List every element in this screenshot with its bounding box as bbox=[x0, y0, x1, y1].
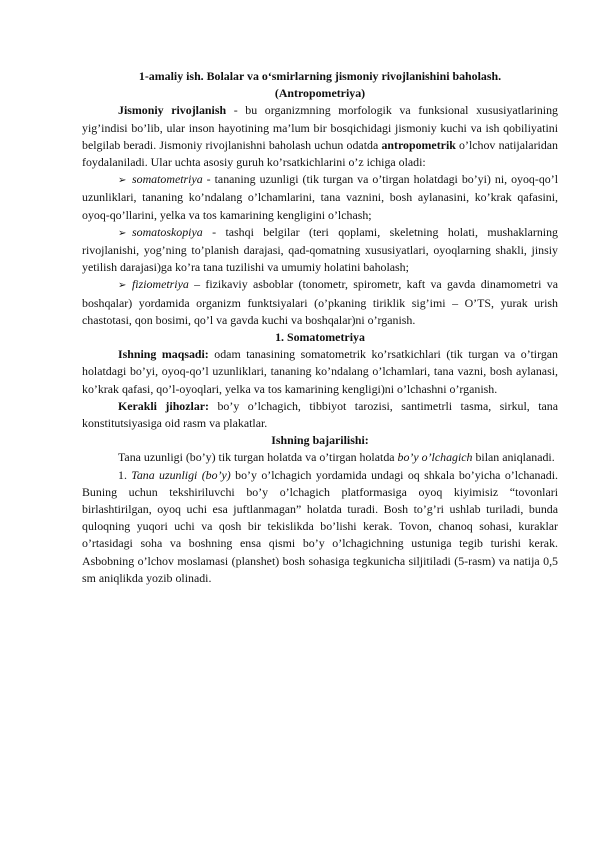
intro-text-2: o’lchov natijalaridan foydalaniladi. Ular uchta asosiy guruh ko’rsatkichlarini o’z ichiga oladi: bbox=[82, 137, 558, 170]
procedure-intro-text-2: bilan aniqlanadi. bbox=[472, 450, 555, 465]
bullet-text: – fizikaviy asboblar (tonometr, spirometr, kaft va gavda dinamometri va boshqalar) yordamida organizm funktsiyalari (o’pkaning tiriklik sig’imi – O’TS, yurak urish chastotasi, qon bosimi, qo’l va gavda kuchi va boshqalar)ni o’rganish. bbox=[82, 277, 558, 327]
bullet-item bbox=[82, 171, 558, 224]
arrow-bullet-icon: ➢ bbox=[118, 280, 127, 292]
intro-text-1: - bu organizmning morfologik va funksional xususiyatlarining yig’indisi bo’lib, ular inson hayotining ma’lum bir bosqichidagi jismoniy kuchi va ish qobiliyatini belgilab beradi. Jismoniy rivojlanishni baholash uchun odatda bbox=[82, 103, 558, 152]
step-text: bo’y o’lchagich yordamida undagi oq shkala bo’yicha o’lchanadi. Buning uchun tekshiriluvchi bo’y o’lchagich platformasiga oyoq kiyimisiz “tovonlari birlashtirilgan, oyoq uchi esa juftlanmagan” holatda turadi. Bosh to’g’ri ushlab turiladi, bunda quloqning yuqori uchi va qosh bir tekislikda bo’lishi kerak. Tovon, chanoq sohasi, kuraklar o’rtasidagi soha va boshning ensa qismi bo’y o’lchagichning ustuniga tegib turishi kerak. Asbobning o’lchov moslamasi (planshet) bosh sohasiga tegkunicha siljitiladi (5-rasm) va natija 0,5 sm aniqlikda yozib olinadi. bbox=[82, 467, 558, 585]
equipment-label: Kerakli jihozlar: bbox=[118, 398, 210, 413]
goal-text: odam tanasining somatometrik ko’rsatkichlari (tik turgan va o’tirgan holatdagi bo’yi, oyoq-qo’l uzunliklari, tananing ko’ndalang o’lchamlari, tana vazni, bosh aylanasi, ko’krak qafasi, qo’l-oyoqlari, yelka va tos kamarining kengligi)ni o’lchashni o’rganish. bbox=[82, 347, 559, 396]
intro-term: Jismoniy rivojlanish bbox=[118, 103, 227, 118]
document-page bbox=[82, 68, 558, 587]
bullet-term: somatoskopiya bbox=[132, 224, 203, 239]
procedure-intro bbox=[82, 449, 558, 466]
arrow-bullet-icon: ➢ bbox=[118, 175, 127, 187]
title-line-1: 1-amaliy ish. Bolalar va o‘smirlarning jismoniy rivojlanishini baholash. bbox=[138, 69, 502, 83]
goal-label: Ishning maqsadi: bbox=[118, 347, 209, 362]
bullet-text: - tashqi belgilar (teri qoplami, skeletning holati, mushaklarning rivojlanishi, yog’ning to’planish darajasi, qad-qomatning xususiyatlari, oyoqlarning shakli, jinsiy yetilish darajasi)ga ko’ra tana tuzilishi va umumiy holatini baholash; bbox=[82, 224, 558, 275]
bullet-term: fiziometriya bbox=[132, 277, 189, 292]
bullet-item bbox=[82, 276, 558, 329]
procedure-intro-italic: bo’y o’lchagich bbox=[397, 450, 473, 465]
intro-term-2: antropometrik bbox=[381, 137, 456, 152]
arrow-bullet-icon: ➢ bbox=[118, 227, 127, 239]
equipment-paragraph bbox=[82, 398, 558, 432]
equipment-text: bo’y o’lchagich, tibbiyot tarozisi, santimetrli tasma, sirkul, tana konstitutsiyasiga oid rasm va plakatlar. bbox=[82, 398, 558, 431]
procedure-intro-text: Tana uzunligi (bo’y) tik turgan holatda va o’tirgan holatda bbox=[118, 450, 398, 465]
section-heading: 1. Somatometriya bbox=[275, 330, 365, 345]
document-title bbox=[82, 68, 558, 102]
intro-paragraph bbox=[82, 102, 558, 171]
title-line-2: (Antropometriya) bbox=[274, 86, 366, 101]
procedure-heading: Ishning bajarilishi: bbox=[271, 433, 369, 448]
bullet-item bbox=[82, 224, 558, 277]
step-1-paragraph bbox=[82, 467, 558, 587]
step-number: 1. bbox=[118, 467, 127, 482]
step-term: Tana uzunligi (bo’y) bbox=[126, 467, 231, 482]
bullet-text: - tananing uzunligi (tik turgan va o’tirgan holatdagi bo’yi) ni, oyoq-qo’l uzunliklari, tananing ko’ndalang o’lchamlarini, tana vaznini, bosh aylanasini, ko’krak qafasini, oyoq-qo’llarini, yelka va tos kamarining kengligini o’lchash; bbox=[82, 172, 558, 222]
goal-paragraph bbox=[82, 346, 558, 398]
bullet-term: somatometriya bbox=[132, 172, 203, 187]
